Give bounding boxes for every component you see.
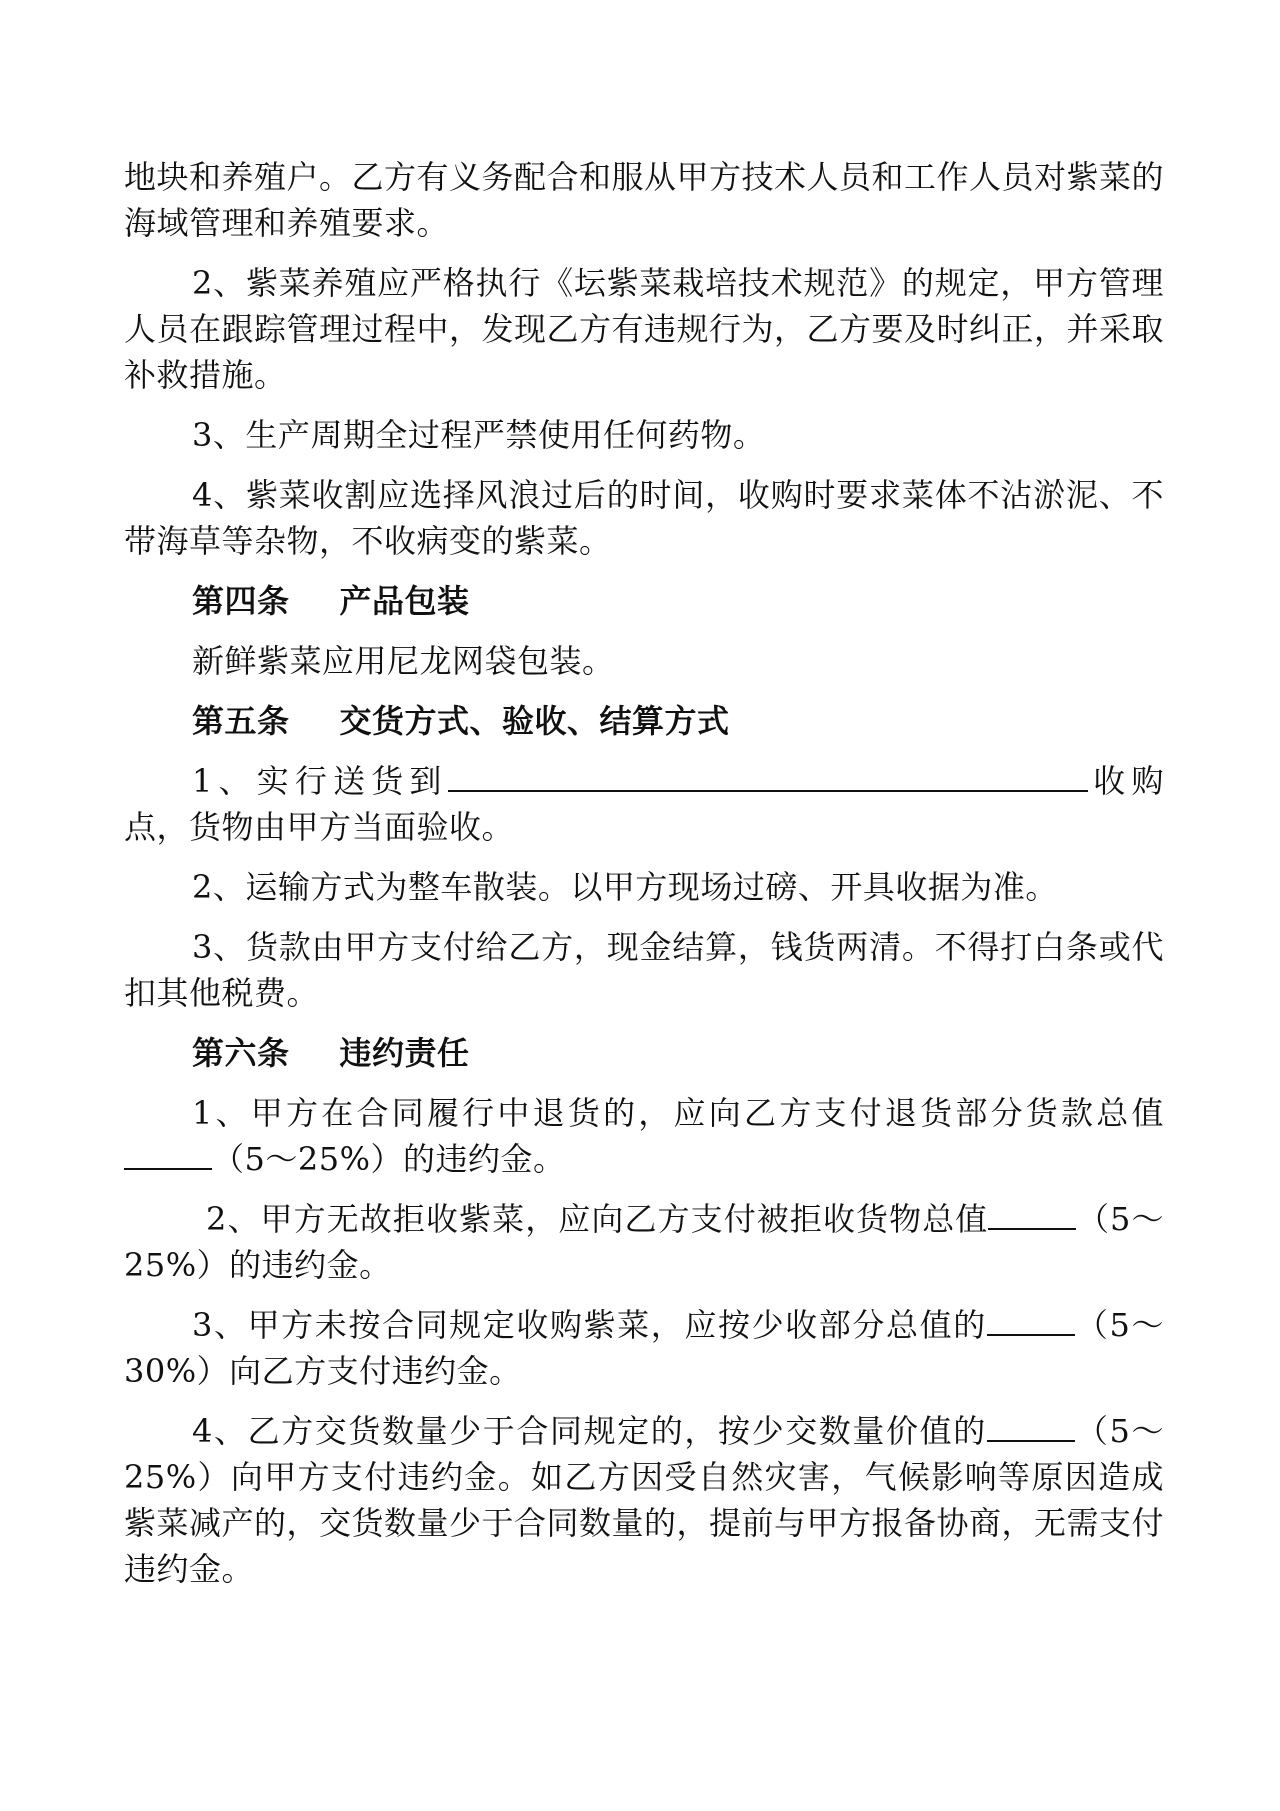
article-5-number: 第五条	[192, 702, 290, 740]
contract-page	[124, 154, 1164, 1606]
article-4-title: 产品包装	[339, 582, 470, 620]
penalty-return-blank[interactable]	[124, 1138, 212, 1170]
paragraph-harvest: 4、紫菜收割应选择风浪过后的时间，收购时要求菜体不沾淤泥、不带海草等杂物，不收病变的紫菜。	[124, 476, 1164, 560]
article-5-title: 交货方式、验收、结算方式	[339, 702, 730, 740]
penalty-return-text-b: （5～25%）的违约金。	[212, 1140, 566, 1178]
article-5-heading	[124, 698, 1164, 744]
paragraph-management: 地块和养殖户。乙方有义务配合和服从甲方技术人员和工作人员对紫菜的海域管理和养殖要求。	[124, 158, 1165, 242]
penalty-underbuy-text-b: （5～30%）向乙方支付违约金。	[124, 1306, 1164, 1390]
article-6-title: 违约责任	[339, 1034, 470, 1072]
paragraph-penalty-refuse	[124, 1196, 1164, 1288]
penalty-refuse-text-a: 2、甲方无故拒收紫菜，应向乙方支付被拒收货物总值	[206, 1200, 989, 1238]
paragraph-cultivation-standard: 2、紫菜养殖应严格执行《坛紫菜栽培技术规范》的规定，甲方管理人员在跟踪管理过程中，发现乙方有违规行为，乙方要及时纠正，并采取补救措施。	[124, 264, 1165, 394]
penalty-short-text-b: （5～25%）向甲方支付违约金。如乙方因受自然灾害，气候影响等原因造成紫菜减产的，交货数量少于合同数量的，提前与甲方报备协商，无需支付违约金。	[124, 1412, 1165, 1588]
article-6-number: 第六条	[192, 1034, 290, 1072]
paragraph-no-drugs: 3、生产周期全过程严禁使用任何药物。	[192, 416, 766, 454]
penalty-return-text-a: 1、甲方在合同履行中退货的，应向乙方支付退货部分货款总值	[192, 1094, 1164, 1132]
paragraph-penalty-shortdelivery	[124, 1408, 1164, 1592]
paragraph-penalty-return	[124, 1090, 1164, 1182]
penalty-refuse-text-b: （5～25%）的违约金。	[124, 1200, 1164, 1284]
penalty-short-blank[interactable]	[987, 1410, 1075, 1442]
article-6-heading	[124, 1030, 1164, 1076]
paragraph-packaging: 新鲜紫菜应用尼龙网袋包装。	[192, 642, 615, 680]
penalty-short-text-a: 4、乙方交货数量少于合同规定的，按少交数量价值的	[192, 1412, 987, 1450]
penalty-underbuy-text-a: 3、甲方未按合同规定收购紫菜，应按少收部分总值的	[192, 1306, 987, 1344]
delivery-location-blank[interactable]	[448, 760, 1088, 792]
paragraph-penalty-underbuy	[124, 1302, 1164, 1394]
paragraph-payment: 3、货款由甲方支付给乙方，现金结算，钱货两清。不得打白条或代扣其他税费。	[124, 928, 1164, 1012]
article-4-heading	[124, 578, 1164, 624]
delivery-text-a: 1、实行送货到	[192, 762, 448, 800]
paragraph-transport: 2、运输方式为整车散装。以甲方现场过磅、开具收据为准。	[192, 868, 1058, 906]
penalty-refuse-blank[interactable]	[988, 1198, 1076, 1230]
paragraph-delivery	[124, 758, 1164, 850]
article-4-number: 第四条	[192, 582, 290, 620]
delivery-text-b: 收购点，货物由甲方当面验收。	[124, 762, 1164, 846]
penalty-underbuy-blank[interactable]	[987, 1304, 1075, 1336]
